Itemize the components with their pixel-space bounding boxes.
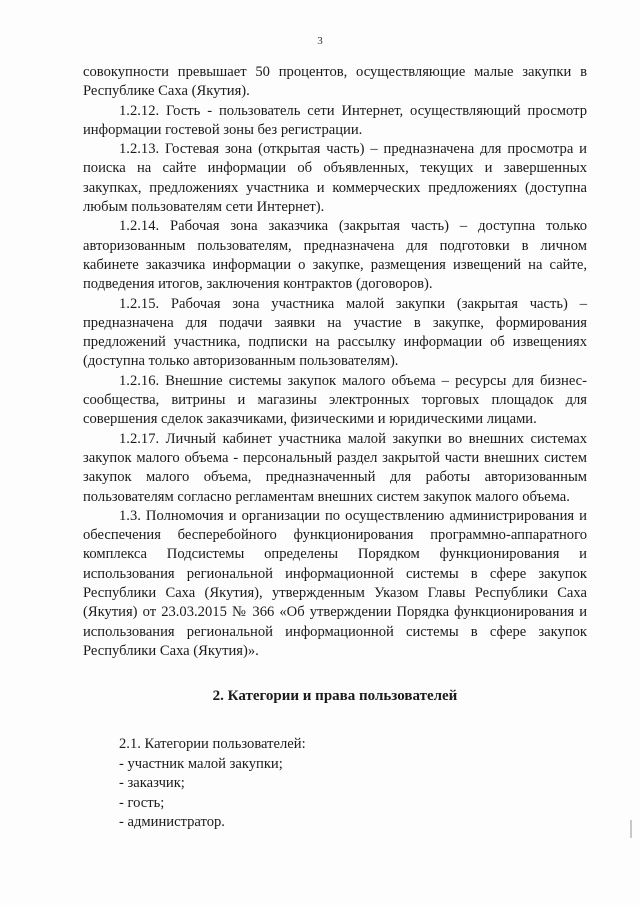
list-item: - участник малой закупки;: [119, 755, 283, 772]
scan-edge-mark: [630, 820, 632, 838]
section-heading: 2. Категории и права пользователей: [212, 688, 458, 704]
list-intro: 2.1. Категории пользователей:: [119, 736, 306, 752]
list-item: - администратор.: [119, 814, 225, 830]
list-item: - гость;: [119, 794, 165, 811]
paragraph-1-2-12: 1.2.12. Гость - пользователь сети Интернет, осуществляющий просмотр информации гостевой зоны без регистрации.: [83, 102, 587, 138]
paragraph-1-2-15: 1.2.15. Рабочая зона участника малой закупки (закрытая часть) – предназначена для подачи заявки на участие в закупке, формирования предложений участника, подписки на рассылку информации об извещениях (доступна только авторизованным пользователям).: [83, 295, 587, 370]
page-number: 3: [317, 35, 323, 47]
user-categories-list: [119, 735, 579, 833]
paragraph-1-2-14: 1.2.14. Рабочая зона заказчика (закрытая часть) – доступна только авторизованным пользователям, предназначена для подготовки в личном кабинете заказчика информации о закупке, размещения извещений на сайте, подведения итогов, заключения контрактов (договоров).: [83, 218, 587, 293]
paragraph-1-2-17: 1.2.17. Личный кабинет участника малой закупки во внешних системах закупок малого объема - персональный раздел закрытой части внешних систем закупок малого объема, предназначенный для работы авторизованным пользователям согласно регламентам внешних систем закупок малого объема.: [83, 430, 587, 505]
paragraph-continuation: совокупности превышает 50 процентов, осуществляющие малые закупки в Республике Саха (Якутия).: [83, 64, 587, 100]
paragraph-1-3: 1.3. Полномочия и организации по осуществлению администрирования и обеспечения бесперебойного функционирования программно-аппаратного комплекса Подсистемы определены Порядком функционирования и использования региональной информационной системы в сфере закупок Республики Саха (Якутия), утвержденным Указом Главы Республики Саха (Якутия) от 23.03.2015 № 366 «Об утверждении Порядка функционирования и использования региональной информационной системы в сфере закупок Республики Саха (Якутия)».: [83, 507, 587, 659]
body-text: [83, 63, 587, 661]
paragraph-1-2-13: 1.2.13. Гостевая зона (открытая часть) – предназначена для просмотра и поиска на сайте информации об объявленных, текущих и завершенных закупках, предложениях участника и коммерческих предложениях (доступна любым пользователям сети Интернет).: [83, 141, 587, 216]
paragraph-1-2-16: 1.2.16. Внешние системы закупок малого объема – ресурсы для бизнес-сообщества, витрины и магазины электронных торговых площадок для совершения сделок заказчиками, физическими и юридическими лицами.: [83, 372, 587, 428]
list-item: - заказчик;: [119, 775, 185, 791]
